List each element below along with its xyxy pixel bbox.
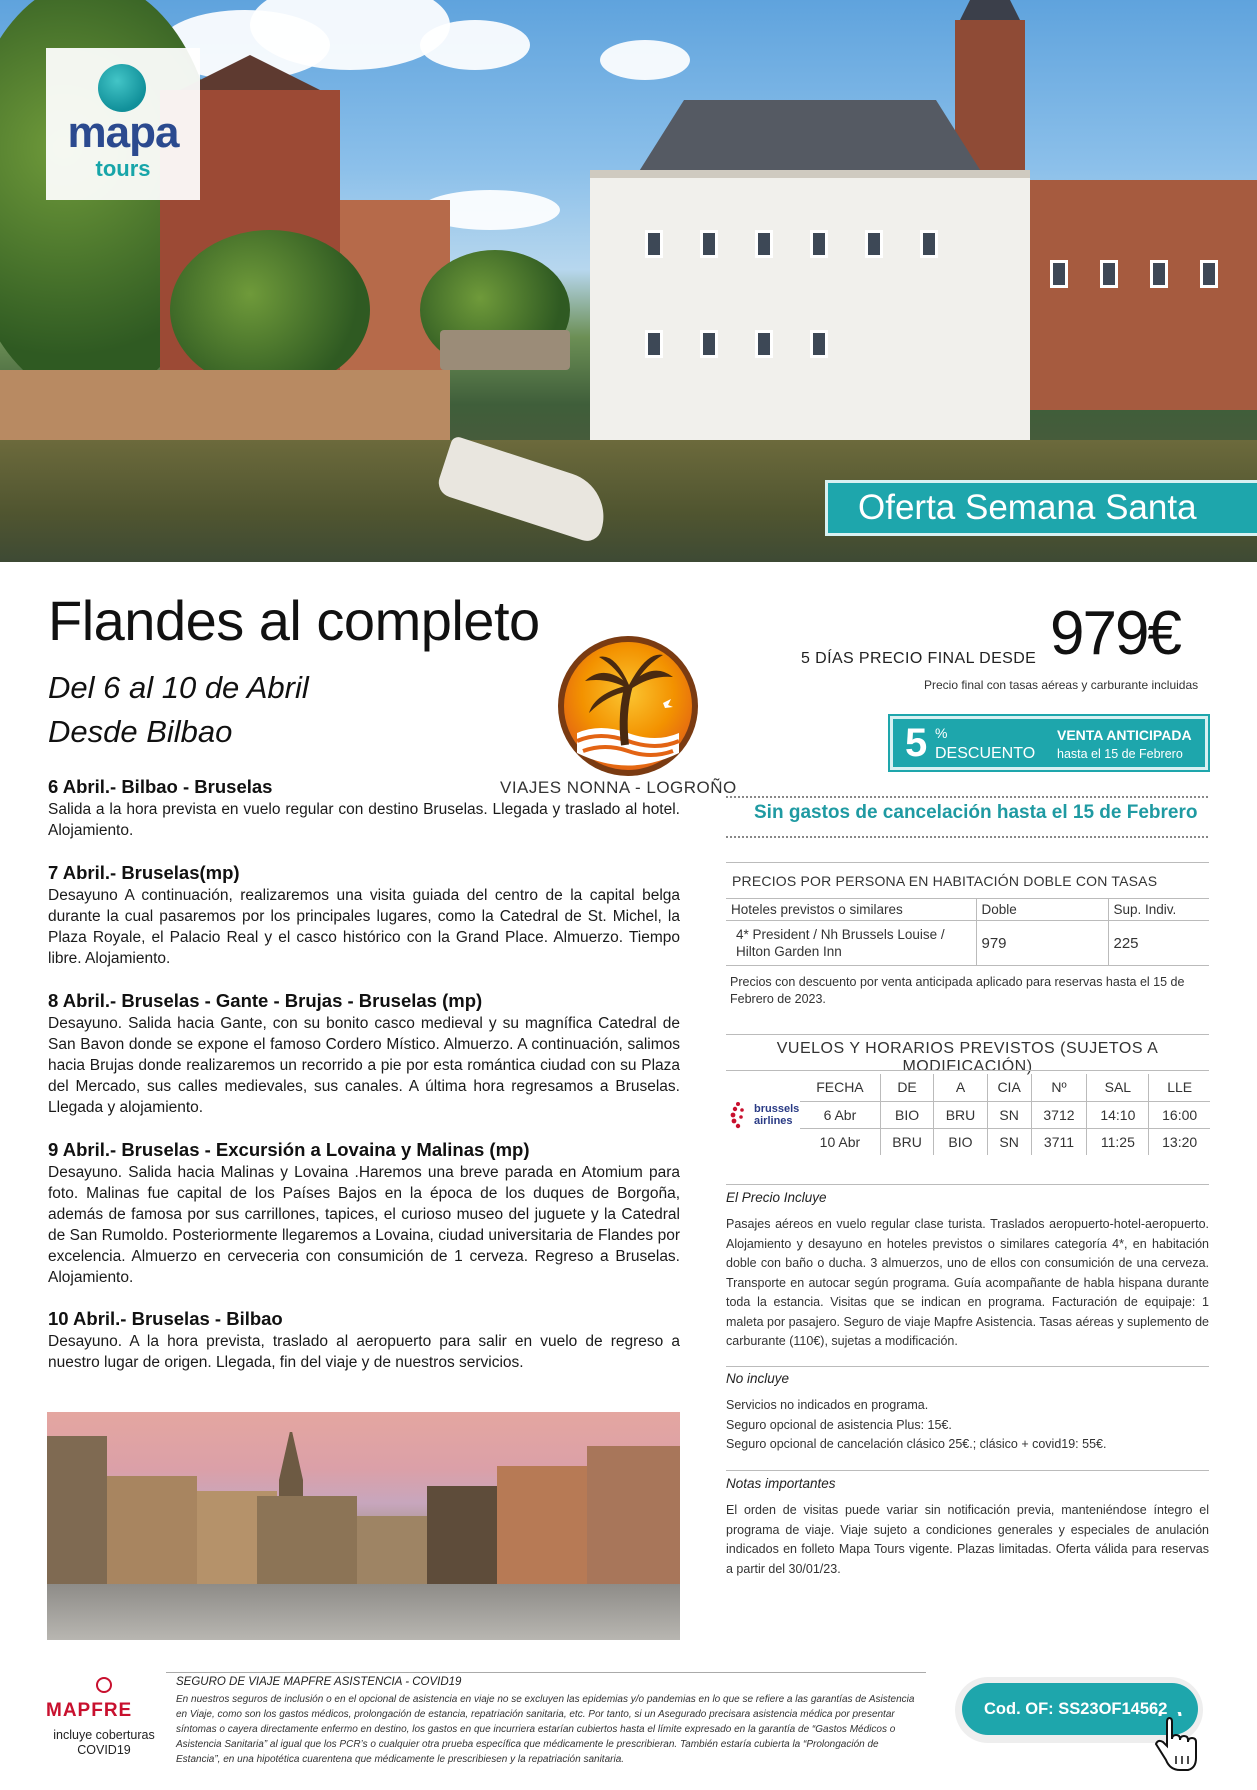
itinerary-day-body: Salida a la hora prevista en vuelo regular con destino Bruselas. Llegada y traslado al hotel. Alojamiento. — [48, 801, 680, 839]
logo-dot-icon — [98, 64, 146, 112]
agency-name: VIAJES NONNA - LOGROÑO — [500, 778, 737, 797]
includes-title: El Precio Incluye — [726, 1190, 827, 1205]
notes-title: Notas importantes — [726, 1476, 836, 1491]
double-price-cell: 979 — [976, 921, 1108, 966]
itinerary-day — [48, 990, 680, 1118]
table-header-cell: Nº — [1031, 1074, 1087, 1101]
itinerary-day-title: 7 Abril.- Bruselas(mp) — [48, 862, 240, 883]
table-cell: BIO — [934, 1128, 987, 1155]
table-cell: SN — [987, 1128, 1031, 1155]
table-cell: 3712 — [1031, 1101, 1087, 1128]
table-header-cell: SAL — [1087, 1074, 1149, 1101]
insurance-body: En nuestros seguros de inclusión o en el opcional de asistencia en viaje no se excluyen las epidemias y/o pandemias en lo que se refiere a las garantías de Asistencia en Viaje, como son los gastos médicos, prolongación de estancia, repatriación sanitaria, etc. Por tanto, si un Asegurado precisara asistencia médica por presentar síntomas o cayera directamente enfermo en destino, los gastos en que incurriera estarían cubiertos hasta el límite expresado en la garantía de “Gastos Médicos o Asistencia Sanitaria” al igual que los PCR’s o cualquier otra prueba específica que médicamente le prescribieran. También estaría cubierta la “Prolongación de Estancia”, en una hipotética cuarentena que médicamente le prescribiesen y la repatriación sanitaria. — [176, 1694, 915, 1765]
prices-table — [726, 898, 1209, 966]
not-included-title: No incluye — [726, 1371, 790, 1386]
divider — [726, 1366, 1209, 1367]
includes-body: Pasajes aéreos en vuelo regular clase turista. Traslados aeropuerto-hotel-aeropuerto. Alojamiento y desayuno en hoteles previstos o similares categoría 4*, en habitación doble con baño o ducha. 3 almuerzos, uno de ellos con consumición de una cerveza. Transporte en autocar según programa. Guía acompañante de habla hispana durante toda la estancia. Visitas que se indican en programa. Facturación de equipaje: 1 maleta por pasajero. Seguro de viaje Mapfre Asistencia. Tasas aéreas y suplemento de carburante (110€), sujetas a modificación. — [726, 1217, 1209, 1348]
airline-name-line2: airlines — [754, 1115, 793, 1127]
trip-dates: Del 6 al 10 de Abril — [48, 670, 309, 705]
table-cell: BIO — [880, 1101, 933, 1128]
table-header-cell: Sup. Indiv. — [1108, 899, 1209, 921]
discount-label: DESCUENTO — [935, 745, 1036, 762]
table-header-cell: DE — [880, 1074, 933, 1101]
logo-mapa-text: mapa — [67, 108, 179, 157]
table-cell: 13:20 — [1149, 1128, 1210, 1155]
discount-percent: % — [935, 725, 948, 741]
mapa-tours-logo — [46, 48, 200, 200]
palm-tree-agency-icon — [555, 633, 701, 779]
table-header-cell: LLE — [1149, 1074, 1210, 1101]
notes-body: El orden de visitas puede variar sin notificación previa, manteniéndose íntegro el programa de viaje. Viaje sujeto a condiciones generales y especiales de anulación indicados en folleto Mapa Tours vigente. Plazas limitadas. Oferta válida para reservas a partir del 30/01/23. — [726, 1503, 1209, 1576]
table-header-cell: CIA — [987, 1074, 1031, 1101]
divider — [726, 1184, 1209, 1185]
itinerary-day-body: Desayuno. A la hora prevista, traslado al aeropuerto para salir en vuelo de regreso a nuestro lugar de origen. Llegada, fin del viaje y de nuestros servicios. — [48, 1333, 680, 1371]
table-row — [800, 1128, 1210, 1155]
itinerary-day-body: Desayuno. Salida hacia Gante, con su bonito casco medieval y su magnífica Catedral de San Bavon donde se expone el famoso Cordero Místico. Almuerzo. A continuación, salimos hacia Brujas donde realizaremos un recorrido a pie por esta romántica ciudad con su Plaza del Mercado, sus calles medievales, sus canales. A última hora regresamos a Bruselas. Llegada y alojamiento. — [48, 1015, 680, 1116]
itinerary-day-body: Desayuno. Salida hacia Malinas y Lovaina .Haremos una breve parada en Atomium para foto. Malinas fue capital de los Países Bajos en la época de los duques de Borgoña, además de famosa por sus carrillones, tapices, el curioso museo del juguete y la Catedral de San Rumoldo. Posteriormente llegaremos a Lovaina, ciudad universitaria de Flandes por excelencia. Almuerzo en cerveceria con consumición de 1 cerveza. Regreso a Bruselas. Alojamiento. — [48, 1164, 680, 1286]
itinerary-day-title: 8 Abril.- Bruselas - Gante - Brujas - Bruselas (mp) — [48, 990, 483, 1011]
flights-table — [800, 1074, 1210, 1155]
table-row — [726, 921, 1209, 966]
single-supplement-cell: 225 — [1108, 921, 1209, 966]
table-cell: 6 Abr — [800, 1101, 880, 1128]
price-value: 979€ — [1050, 599, 1180, 668]
offer-badge: Oferta Semana Santa — [825, 480, 1257, 536]
table-header-row — [800, 1074, 1210, 1101]
mapfre-emblem-icon — [96, 1677, 112, 1693]
insurance-title: SEGURO DE VIAJE MAPFRE ASISTENCIA - COVID19 — [176, 1676, 462, 1688]
airline-name — [754, 1103, 799, 1127]
itinerary-day — [48, 1139, 680, 1288]
divider — [726, 796, 1208, 798]
price-label: 5 DÍAS PRECIO FINAL DESDE — [801, 650, 1037, 667]
early-booking-discount-badge — [890, 716, 1208, 770]
table-cell: SN — [987, 1101, 1031, 1128]
not-included-list — [726, 1396, 1209, 1455]
itinerary-day — [48, 776, 680, 841]
pointing-hand-icon — [1150, 1712, 1200, 1774]
discount-right-title: VENTA ANTICIPADA — [1057, 727, 1192, 743]
prices-heading: PRECIOS POR PERSONA EN HABITACIÓN DOBLE CON TASAS — [732, 873, 1158, 889]
discount-number: 5 — [905, 721, 928, 765]
mapfre-covid-note: incluye coberturas COVID19 — [53, 1728, 155, 1757]
logo-tours-text: tours — [95, 156, 151, 181]
hotel-cell: 4* President / Nh Brussels Louise / Hilton Garden Inn — [726, 921, 976, 966]
list-item: Seguro opcional de asistencia Plus: 15€. — [726, 1417, 952, 1432]
divider — [726, 1070, 1209, 1071]
divider — [726, 836, 1208, 838]
list-item: Servicios no indicados en programa. — [726, 1398, 929, 1412]
table-header-row — [726, 899, 1209, 921]
table-cell: BRU — [880, 1128, 933, 1155]
flights-heading: VUELOS Y HORARIOS PREVISTOS (SUJETOS A MODIFICACIÓN) — [776, 1040, 1159, 1075]
discount-right-sub: hasta el 15 de Febrero — [1057, 747, 1183, 761]
table-header-cell: FECHA — [816, 1079, 864, 1096]
offer-code-button[interactable]: Cod. OF: SS23OF14562 — [962, 1683, 1198, 1735]
grand-place-photo — [47, 1412, 680, 1640]
table-header-cell: A — [934, 1074, 987, 1101]
divider — [726, 1470, 1209, 1471]
price-note: Precio final con tasas aéreas y carburante incluidas — [924, 678, 1199, 692]
table-cell: BRU — [934, 1101, 987, 1128]
itinerary-day-title: 9 Abril.- Bruselas - Excursión a Lovaina y Malinas (mp) — [48, 1139, 530, 1160]
cancellation-note: Sin gastos de cancelación hasta el 15 de Febrero — [754, 802, 1198, 823]
divider — [726, 1034, 1209, 1035]
trip-origin: Desde Bilbao — [48, 714, 233, 749]
table-row — [800, 1101, 1210, 1128]
table-cell: 11:25 — [1087, 1128, 1149, 1155]
airline-name-line1: brussels — [754, 1103, 800, 1115]
table-header-cell: Doble — [976, 899, 1108, 921]
divider — [726, 862, 1209, 863]
page-title: Flandes al completo — [48, 589, 540, 652]
prices-footnote: Precios con descuento por venta anticipada aplicado para reservas hasta el 15 de Febrero de 2023. — [730, 975, 1185, 1006]
table-header-cell: Hoteles previstos o similares — [726, 899, 976, 921]
table-cell: 10 Abr — [800, 1128, 880, 1155]
table-cell: 14:10 — [1087, 1101, 1149, 1128]
itinerary-day — [48, 1308, 680, 1373]
itinerary-day — [48, 862, 680, 969]
itinerary-day-title: 10 Abril.- Bruselas - Bilbao — [48, 1308, 283, 1329]
itinerary-day-body: Desayuno A continuación, realizaremos una visita guiada del centro de la capital belga durante la cual pasaremos por los principales lugares, como la Catedral de St. Michel, la Plaza Royale, el Palacio Real y el casco histórico con la Grand Place. Almuerzo. Tiempo libre. Alojamiento. — [48, 887, 680, 967]
mapfre-logo: MAPFRE — [46, 1700, 133, 1721]
list-item: Seguro opcional de cancelación clásico 25€.; clásico + covid19: 55€. — [726, 1437, 1107, 1451]
divider — [166, 1672, 926, 1673]
itinerary-day-title: 6 Abril.- Bilbao - Bruselas — [48, 776, 273, 797]
table-cell: 16:00 — [1149, 1101, 1210, 1128]
table-cell: 3711 — [1031, 1128, 1087, 1155]
